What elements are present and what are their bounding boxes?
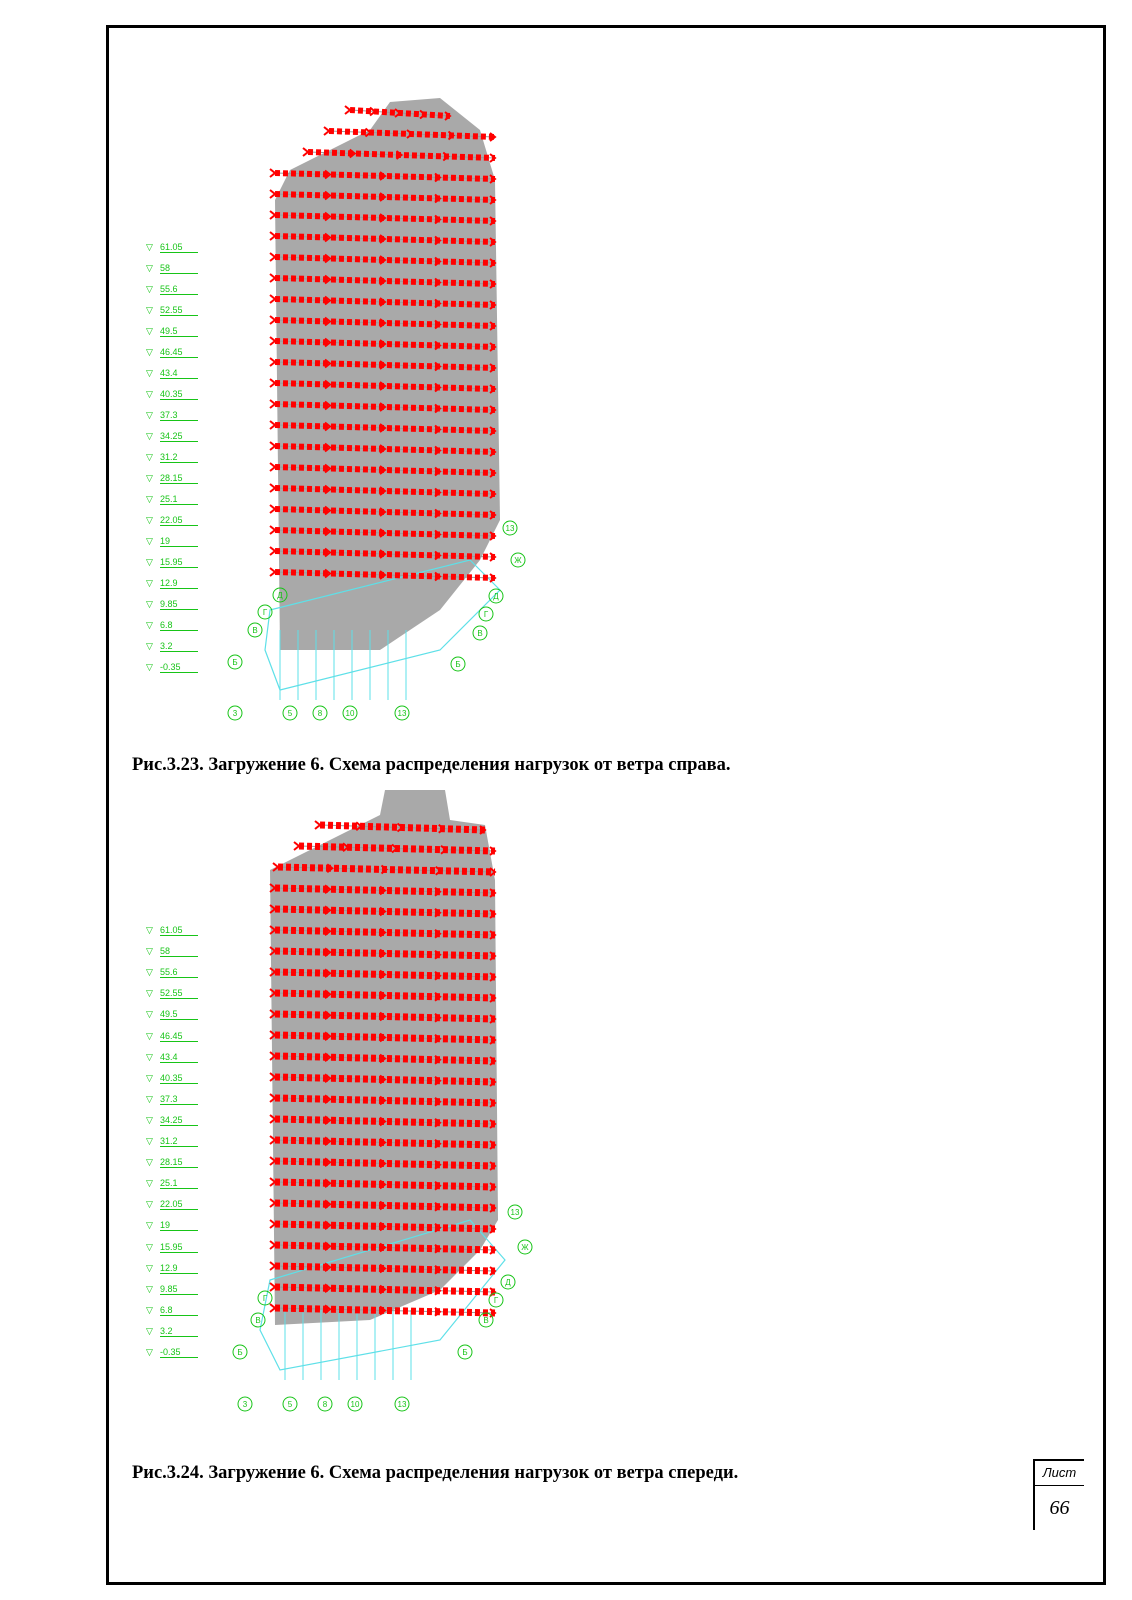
axis-label: 13 <box>397 709 407 718</box>
level-triangle-icon: ▽ <box>146 242 153 252</box>
axis-label: Г <box>262 1294 268 1303</box>
level-value: 43.4 <box>160 1052 198 1063</box>
structure-group <box>233 790 532 1411</box>
level-triangle-icon: ▽ <box>146 557 153 567</box>
axis-label: В <box>483 1316 489 1325</box>
load-arrowhead <box>270 232 275 240</box>
level-value: 49.5 <box>160 326 198 337</box>
axis-label: Г <box>483 610 489 619</box>
axis-marker <box>473 626 487 640</box>
level-value: 34.25 <box>160 1115 198 1126</box>
level-triangle-icon: ▽ <box>146 925 153 935</box>
axis-marker <box>251 1313 265 1327</box>
load-arrowhead <box>270 421 275 429</box>
axis-label: Г <box>493 1296 499 1305</box>
axis-marker <box>503 521 517 535</box>
axis-marker <box>313 706 327 720</box>
level-value: 31.2 <box>160 452 198 463</box>
axis-label: 3 <box>232 709 238 718</box>
axis-label: Д <box>277 591 283 600</box>
level-value: 22.05 <box>160 1199 198 1210</box>
title-block <box>1033 1459 1084 1530</box>
figure-caption-3-24: Рис.3.24. Загружение 6. Схема распределения нагрузок от ветра спереди. <box>132 1463 739 1483</box>
axis-label: В <box>252 626 258 635</box>
level-triangle-icon: ▽ <box>146 1178 153 1189</box>
load-arrowhead <box>270 547 275 555</box>
level-triangle-icon: ▽ <box>146 410 153 420</box>
level-value: 9.85 <box>160 1284 198 1295</box>
level-value: 49.5 <box>160 1009 198 1020</box>
level-triangle-icon: ▽ <box>146 431 153 441</box>
load-arrowhead <box>270 253 275 261</box>
axis-label: 3 <box>242 1400 248 1409</box>
load-arrowhead <box>270 463 275 471</box>
load-arrowhead <box>270 442 275 450</box>
level-value: 3.2 <box>160 1326 198 1337</box>
axis-marker <box>395 1397 409 1411</box>
level-triangle-icon: ▽ <box>146 620 153 630</box>
level-value: 6.8 <box>160 1305 198 1316</box>
level-value: 58 <box>160 263 198 274</box>
level-triangle-icon: ▽ <box>146 578 153 588</box>
load-arrowhead <box>270 337 275 345</box>
level-value: 28.15 <box>160 473 198 484</box>
level-triangle-icon: ▽ <box>146 946 153 957</box>
sheet-number: 66 <box>1049 1497 1070 1519</box>
axis-marker <box>348 1397 362 1411</box>
axis-label: Б <box>455 660 461 669</box>
level-triangle-icon: ▽ <box>146 1347 153 1357</box>
figure-caption-3-23: Рис.3.23. Загружение 6. Схема распределения нагрузок от ветра справа. <box>132 755 731 775</box>
level-value: 6.8 <box>160 620 198 631</box>
level-triangle-icon: ▽ <box>146 1157 153 1168</box>
load-arrowhead <box>270 1262 275 1270</box>
building-wind-right-scheme <box>140 90 640 740</box>
level-triangle-icon: ▽ <box>146 1325 153 1336</box>
axis-label: 13 <box>397 1400 407 1409</box>
load-arrowhead <box>270 1304 275 1312</box>
axis-marker <box>228 655 242 669</box>
sheet-label: Лист <box>1035 1461 1084 1486</box>
level-triangle-icon: ▽ <box>146 452 153 462</box>
level-triangle-icon: ▽ <box>146 1262 153 1273</box>
building-wind-front-scheme <box>140 780 640 1445</box>
axis-label: Б <box>462 1348 468 1357</box>
axis-marker <box>238 1397 252 1411</box>
load-arrowhead <box>324 127 329 135</box>
level-triangle-icon: ▽ <box>146 599 153 609</box>
level-value: 34.25 <box>160 431 198 442</box>
axis-marker <box>511 553 525 567</box>
level-triangle-icon: ▽ <box>146 1009 153 1020</box>
axis-label: Б <box>232 658 238 667</box>
level-triangle-icon: ▽ <box>146 1114 153 1125</box>
level-triangle-icon: ▽ <box>146 473 153 483</box>
level-value: 61.05 <box>160 242 198 253</box>
level-triangle-icon: ▽ <box>146 1283 153 1294</box>
level-triangle-icon: ▽ <box>146 641 153 651</box>
level-triangle-icon: ▽ <box>146 347 153 357</box>
load-arrowhead <box>270 505 275 513</box>
level-value: 55.6 <box>160 967 198 978</box>
level-triangle-icon: ▽ <box>146 536 153 546</box>
axis-marker <box>508 1205 522 1219</box>
load-arrowhead <box>270 379 275 387</box>
axis-label: 10 <box>345 709 355 718</box>
level-triangle-icon: ▽ <box>146 1030 153 1041</box>
level-triangle-icon: ▽ <box>146 988 153 999</box>
structure-group <box>228 98 525 720</box>
level-triangle-icon: ▽ <box>146 1220 153 1231</box>
level-value: 58 <box>160 946 198 957</box>
level-value: 52.55 <box>160 305 198 316</box>
load-arrowhead <box>270 169 275 177</box>
level-value: 40.35 <box>160 1073 198 1084</box>
axis-marker <box>451 657 465 671</box>
axis-label: 8 <box>317 709 323 718</box>
axis-label: Д <box>505 1278 511 1287</box>
level-value: 15.95 <box>160 557 198 568</box>
axis-marker <box>518 1240 532 1254</box>
level-value: -0.35 <box>160 1347 198 1358</box>
axis-label: 5 <box>287 1400 293 1409</box>
level-triangle-icon: ▽ <box>146 389 153 399</box>
level-value: 28.15 <box>160 1157 198 1168</box>
axis-marker <box>228 706 242 720</box>
level-value: 43.4 <box>160 368 198 379</box>
axis-label: 8 <box>322 1400 328 1409</box>
axis-label: 13 <box>505 524 515 533</box>
tower-frame <box>275 98 500 650</box>
level-value: 37.3 <box>160 1094 198 1105</box>
axis-marker <box>318 1397 332 1411</box>
level-value: 52.55 <box>160 988 198 999</box>
axis-marker <box>283 1397 297 1411</box>
axis-label: Ж <box>521 1243 529 1252</box>
level-triangle-icon: ▽ <box>146 305 153 315</box>
axis-label: Б <box>237 1348 243 1357</box>
level-triangle-icon: ▽ <box>146 1304 153 1315</box>
level-value: 37.3 <box>160 410 198 421</box>
level-value: 19 <box>160 536 198 547</box>
level-triangle-icon: ▽ <box>146 1136 153 1146</box>
level-value: 46.45 <box>160 1031 198 1042</box>
level-value: 3.2 <box>160 641 198 652</box>
load-arrowhead <box>270 190 275 198</box>
level-value: 25.1 <box>160 494 198 505</box>
axis-marker <box>501 1275 515 1289</box>
level-value: 12.9 <box>160 1263 198 1274</box>
figure-3-24 <box>140 780 640 1445</box>
level-triangle-icon: ▽ <box>146 662 153 672</box>
load-arrowhead <box>294 842 299 850</box>
axis-label: В <box>255 1316 261 1325</box>
load-arrowhead <box>270 1283 275 1291</box>
axis-marker <box>489 589 503 603</box>
axis-marker <box>458 1345 472 1359</box>
level-value: 61.05 <box>160 925 198 936</box>
axis-label: Г <box>262 608 268 617</box>
axis-marker <box>283 706 297 720</box>
axis-marker <box>479 607 493 621</box>
figure-3-23 <box>140 90 640 740</box>
load-arrowhead <box>270 526 275 534</box>
level-value: 22.05 <box>160 515 198 526</box>
level-value: 31.2 <box>160 1136 198 1147</box>
level-triangle-icon: ▽ <box>146 1051 153 1062</box>
level-value: 12.9 <box>160 578 198 589</box>
level-triangle-icon: ▽ <box>146 494 153 504</box>
load-arrowhead <box>270 484 275 492</box>
level-triangle-icon: ▽ <box>146 326 153 336</box>
axis-label: 10 <box>350 1400 360 1409</box>
load-arrowhead <box>270 568 275 576</box>
axis-marker <box>248 623 262 637</box>
level-value: 40.35 <box>160 389 198 400</box>
load-arrowhead <box>270 274 275 282</box>
load-arrowhead <box>270 211 275 219</box>
axis-marker <box>395 706 409 720</box>
level-triangle-icon: ▽ <box>146 263 153 273</box>
level-triangle-icon: ▽ <box>146 967 153 978</box>
level-value: 19 <box>160 1220 198 1231</box>
level-value: 25.1 <box>160 1178 198 1189</box>
axis-marker <box>489 1293 503 1307</box>
load-arrowhead <box>270 316 275 324</box>
level-triangle-icon: ▽ <box>146 1072 153 1083</box>
load-arrowhead <box>345 106 350 114</box>
axis-label: Д <box>493 592 499 601</box>
level-value: 15.95 <box>160 1242 198 1253</box>
axis-label: В <box>477 629 483 638</box>
load-arrowhead <box>270 400 275 408</box>
axis-marker <box>343 706 357 720</box>
level-triangle-icon: ▽ <box>146 284 153 294</box>
load-arrowhead <box>270 358 275 366</box>
level-value: 55.6 <box>160 284 198 295</box>
level-triangle-icon: ▽ <box>146 1241 153 1252</box>
axis-marker <box>479 1313 493 1327</box>
load-arrowhead <box>270 295 275 303</box>
axis-label: Ж <box>514 556 522 565</box>
axis-marker <box>258 1291 272 1305</box>
axis-label: 13 <box>510 1208 520 1217</box>
level-value: 46.45 <box>160 347 198 358</box>
level-value: -0.35 <box>160 662 198 673</box>
axis-marker <box>233 1345 247 1359</box>
load-arrowhead <box>315 821 320 829</box>
load-arrowhead <box>303 148 308 156</box>
level-triangle-icon: ▽ <box>146 1199 153 1210</box>
level-value: 9.85 <box>160 599 198 610</box>
level-triangle-icon: ▽ <box>146 1093 153 1104</box>
level-triangle-icon: ▽ <box>146 368 153 378</box>
level-triangle-icon: ▽ <box>146 515 153 525</box>
axis-label: 5 <box>287 709 293 718</box>
